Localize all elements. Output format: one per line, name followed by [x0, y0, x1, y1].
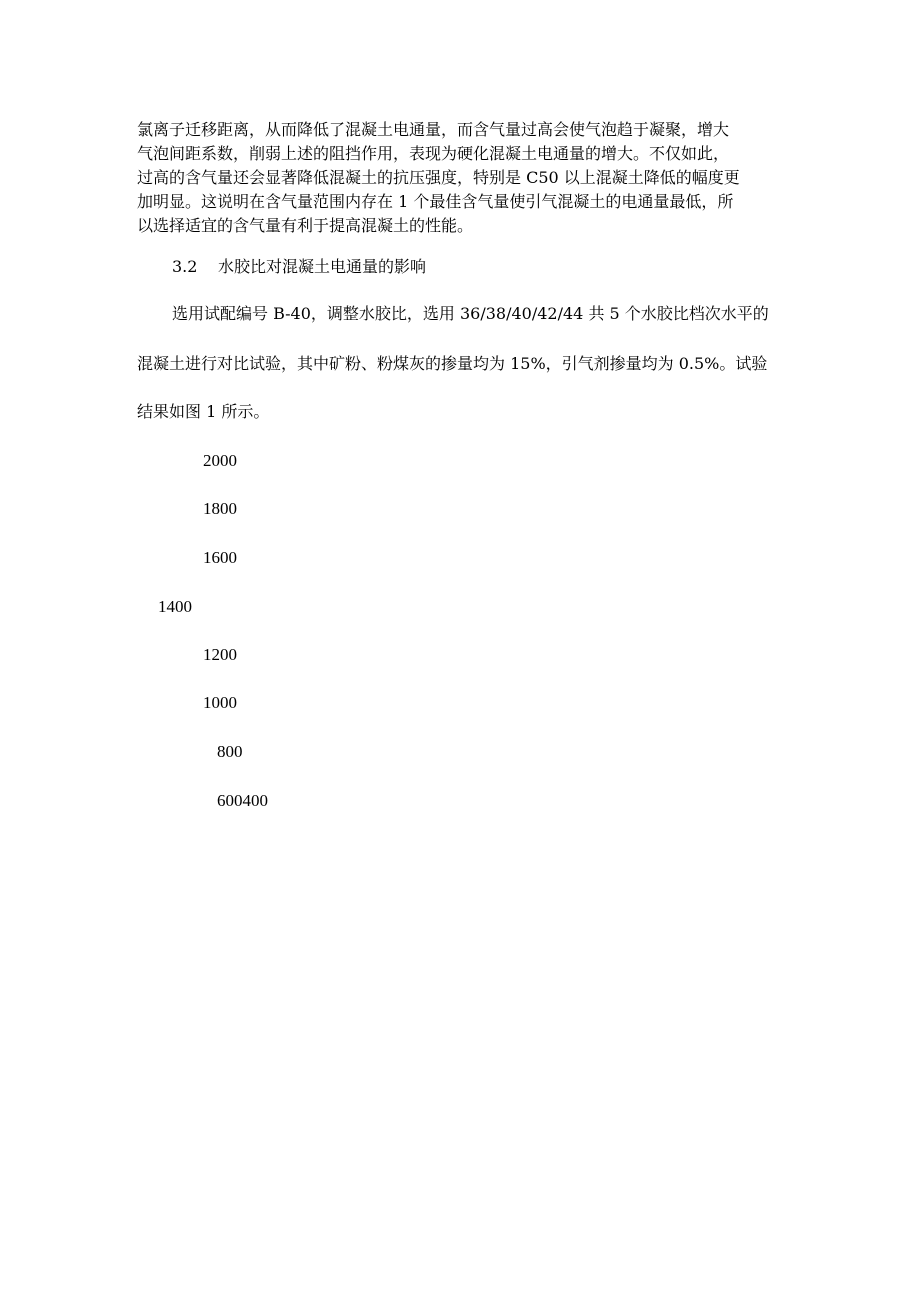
- paragraph-line: 以选择适宜的含气量有利于提高混凝土的性能。: [137, 216, 474, 235]
- axis-tick-label: 1600: [203, 548, 237, 567]
- paragraph-line: 结果如图 1 所示。: [137, 402, 270, 421]
- paragraph-line: 氯离子迁移距离，从而降低了混凝土电通量，而含气量过高会使气泡趋于凝聚，增大: [137, 120, 730, 139]
- axis-tick-label: 2000: [203, 451, 237, 470]
- section-number: 3.2: [172, 257, 198, 276]
- axis-tick-label: 600400: [217, 791, 268, 810]
- section-heading: [172, 255, 426, 279]
- paragraph-air-content: [137, 118, 777, 238]
- paragraph-line: 气泡间距系数，削弱上述的阻挡作用，表现为硬化混凝土电通量的增大。不仅如此，: [137, 144, 730, 163]
- axis-tick-label: 1200: [203, 645, 237, 664]
- paragraph-line: 过高的含气量还会显著降低混凝土的抗压强度，特别是 C50 以上混凝土降低的幅度更: [137, 168, 740, 187]
- paragraph-line: 选用试配编号 B-40，调整水胶比，选用 36/38/40/42/44 共 5 个水胶比档次水平的: [172, 304, 769, 323]
- axis-tick-label: 1800: [203, 499, 237, 518]
- paragraph-line: 加明显。这说明在含气量范围内存在 1 个最佳含气量使引气混凝土的电通量最低，所: [137, 192, 734, 211]
- axis-tick-label: 1400: [158, 597, 192, 616]
- paragraph-line: 混凝土进行对比试验，其中矿粉、粉煤灰的掺量均为 15%，引气剂掺量均为 0.5%。试验: [137, 354, 768, 373]
- section-title: 水胶比对混凝土电通量的影响: [218, 257, 427, 276]
- axis-tick-label: 1000: [203, 693, 237, 712]
- axis-tick-label: 800: [217, 742, 243, 761]
